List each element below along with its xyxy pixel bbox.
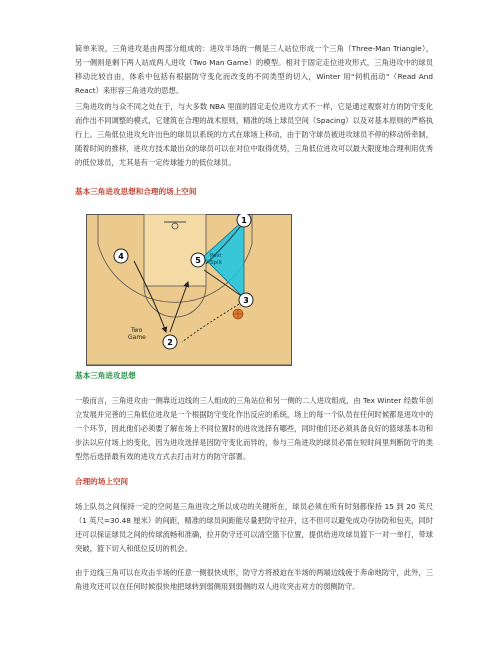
svg-text:1: 1	[241, 216, 247, 225]
svg-text:4: 4	[118, 252, 124, 261]
section-heading-basic-idea: 基本三角进攻思想	[75, 371, 136, 380]
svg-text:3: 3	[243, 296, 249, 305]
svg-text:5: 5	[195, 256, 201, 265]
player-1	[237, 214, 251, 227]
svg-text:2: 2	[167, 338, 173, 347]
post-label-line1: Post	[210, 253, 222, 259]
basic-idea-paragraph: 一般而言，三角进攻由一侧靠近边线的三人组成的三角站位和另一侧的二人进攻组成，由 Tex Winter 经数年创立发展并完善的三角低位进攻是一个根据防守变化作出反应的系统，场上的每一个队员在任何时候都是进攻中的一个环节，因此他们必须要了解在场上不同位置时的进攻选择有哪些，同时他们还必须具备良好的篮球基本功和步法以应付场上的变化，因为进攻选择是因防守变化而异的，参与三角进攻的球员必需在短时间里判断防守的类型然后选择最有效的进攻方式去打击对方的防守部署。	[75, 396, 433, 461]
player-3	[239, 293, 253, 307]
key-lane	[144, 214, 206, 286]
sideline-triangle-paragraph: 由于边线三角可以在攻击半场的任意一侧很快成形，防守方将被迫在半场的两端边线疲于奔命地防守，此外，三角进攻还可以在任何时候很快地把球转到弱侧用到弱侧的双人进攻突击对方的弱侧防守。	[75, 568, 433, 591]
player-4	[114, 249, 128, 263]
spacing-paragraph: 场上队员之间保持一定的空间是三角进攻之所以成功的关键所在，球员必须在所有时刻都保持 15 到 20 英尺（1 英尺=30.48 厘米）的间距，精准的球员间距能尽量把防守拉开，这不但可以避免成功夺协防和包夹，同时还可以保证球员之间的传球流畅和准确，拉开防守还可以清空篮下位置，提供给进攻球员篮下一对一单打，带球突破，篮下切入和低位反切的机会。	[75, 502, 433, 553]
two-man-label-line1: Two	[131, 327, 143, 334]
section-heading-basic-and-spacing: 基本三角进攻思想和合理的场上空间	[75, 187, 197, 196]
intro-paragraph: 简单来说，三角进攻是由两部分组成的：进攻半场的一侧是三人站位形成一个三角（Three-Man Triangle），另一侧则是剩下两人站成两人进攻（Two Man Game）的模型。相对于固定走位进攻形式，三角进攻中的球员移动比较自由，体系中包括有根据防守变化而改变的不同类型的切入，Winter 用"伺机而动"（Read And React）来形容三角进攻的思想。	[75, 44, 433, 95]
player-2	[163, 335, 177, 349]
triangle-offense-diagram	[86, 214, 292, 366]
triangle-difference-paragraph: 三角进攻的与众不同之处在于，与大多数 NBA 里面的固定走位进攻方式不一样，它是通过观察对方的防守变化而作出不同调整的模式，它建筑在合理的战术原则，精准的场上球员空间（Spacing）以及对基本原则的严格执行上。三角低位进攻允许出色的球员以系统的方式在球场上移动，由于防守球员被进攻球员不停的移动所牵制，随着时间的推移，进攻方技术最出众的球员可以在对位中取得优势，三角低位进攻可以最大限度地合理利用优秀的低位球员，尤其是有一定传球能力的低位球员。	[75, 102, 433, 167]
player-5	[191, 253, 205, 267]
two-man-label-line2: Game	[128, 334, 146, 341]
basketball-icon	[233, 309, 243, 319]
section-heading-spacing: 合理的场上空间	[75, 477, 129, 486]
post-label-line2: Split	[210, 260, 223, 266]
